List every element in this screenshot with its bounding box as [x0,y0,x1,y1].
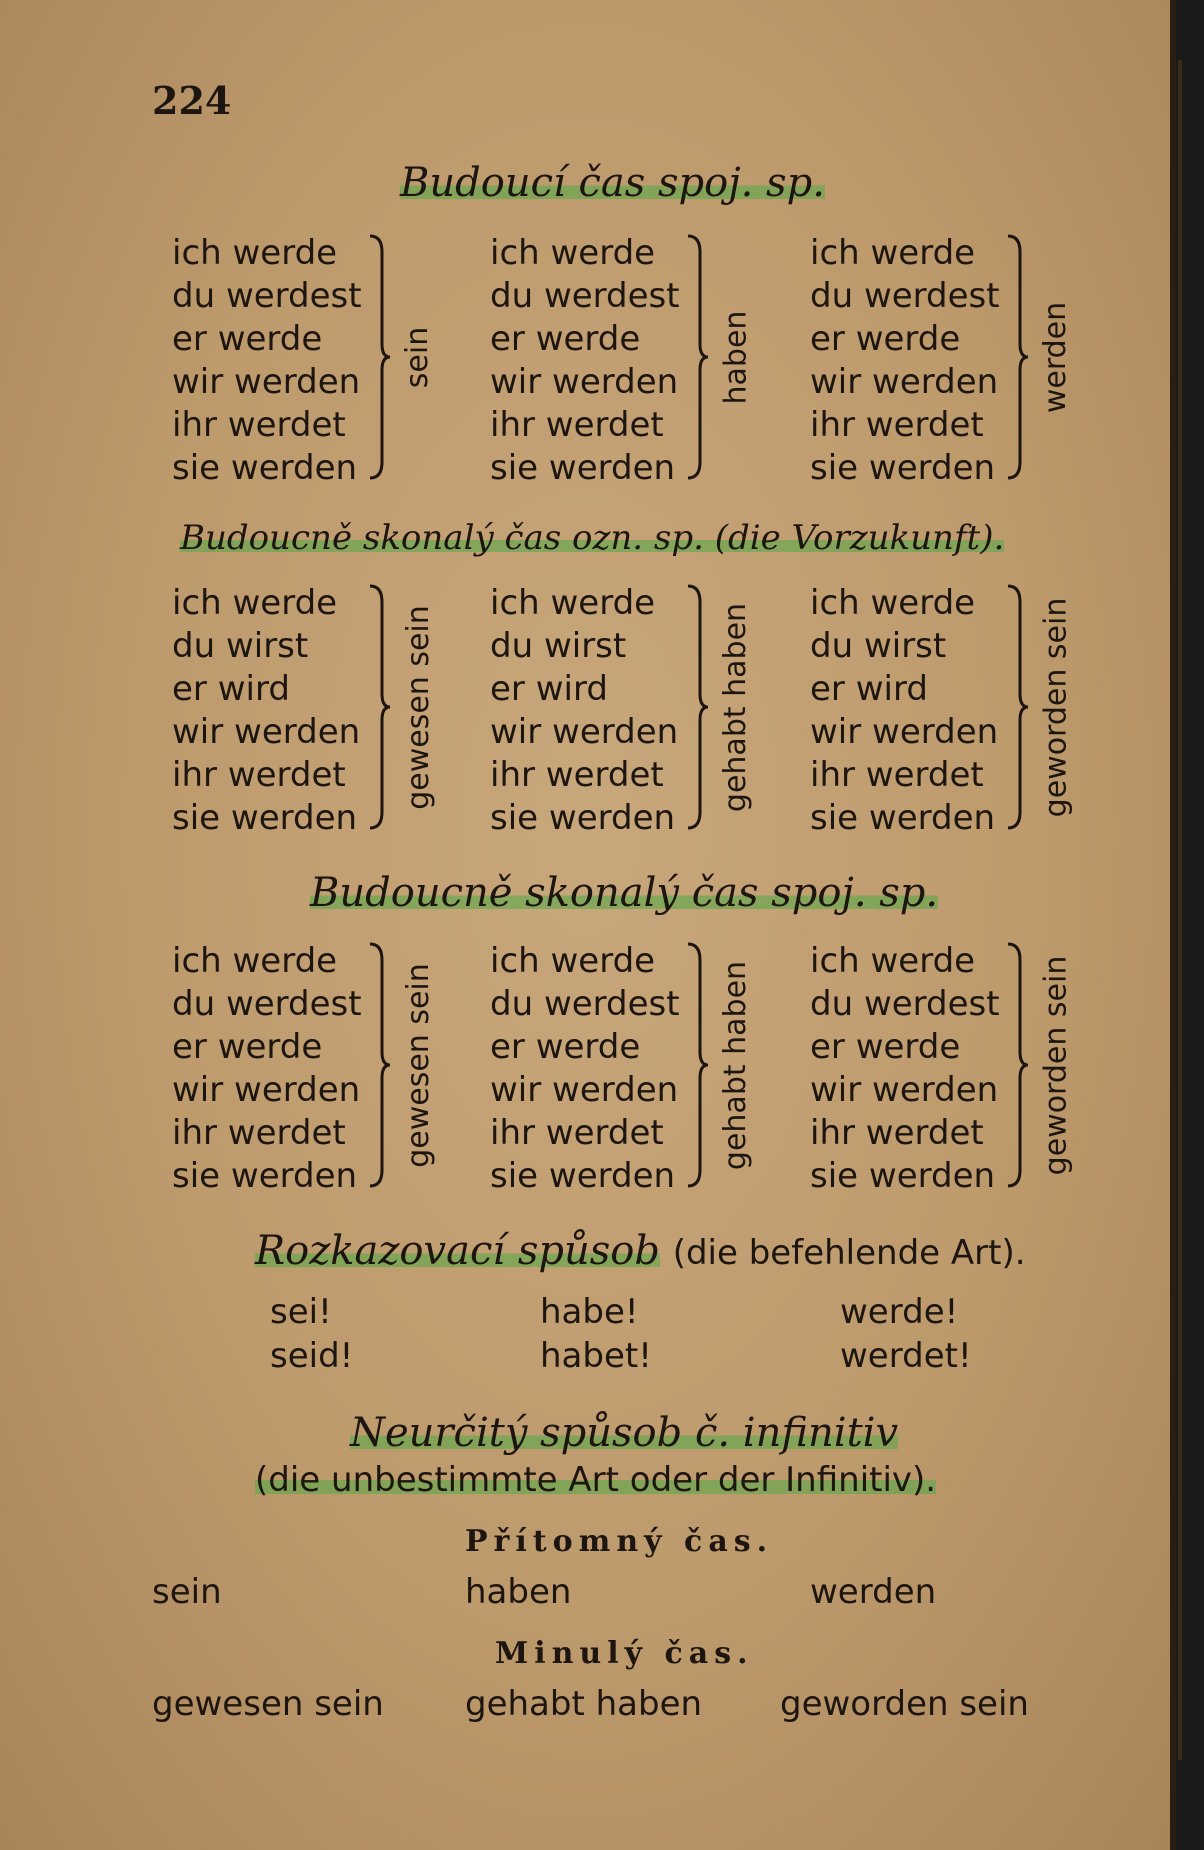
conjugation-line: sie werden [490,798,676,838]
auxiliary-label-text: haben [718,310,754,404]
conjugation-line: du wirst [490,626,627,666]
conjugation-lines [810,232,1000,490]
conjugation-line: er werde [490,319,641,359]
conjugation-line: er wird [172,669,290,709]
conjugation-line: ich werde [172,941,338,981]
conjugation-line: ihr werdet [810,1113,984,1153]
conjugation-line: wir werden [490,1070,679,1110]
infinitive-heading: Neurčitý spůsob č. infinitiv [350,1410,899,1456]
past-infinitive-2: gehabt haben [465,1684,703,1724]
conjugation-line: wir werden [172,362,361,402]
conjugation-line: du werdest [810,984,1000,1024]
conjugation-line: wir werden [490,362,679,402]
conjugation-line: er werde [172,319,323,359]
conjugation-line: er werde [172,1027,323,1067]
auxiliary-label [716,940,756,1190]
conjugation-line: du werdest [490,276,680,316]
conjugation-lines [490,582,678,840]
conjugation-group [172,582,482,838]
conjugation-line: sie werden [172,798,358,838]
section-heading-future-perfect-indicative: Budoucně skonalý čas ozn. sp. (die Vorzukunft). [180,518,1005,558]
conjugation-line: sie werden [810,798,996,838]
present-infinitive-1: sein [152,1572,222,1612]
conjugation-line: du wirst [810,626,947,666]
auxiliary-label [716,232,756,482]
auxiliary-label-text: gewesen sein [400,962,436,1168]
present-tense-label: Přítomný čas. [465,1524,774,1559]
conjugation-line: sie werden [172,1156,358,1196]
conjugation-line: ihr werdet [490,1113,664,1153]
auxiliary-label [1036,940,1076,1190]
conjugation-line: ich werde [172,233,338,273]
imperative-pl-2: habet! [540,1336,652,1376]
brace-icon [686,582,710,832]
conjugation-lines [172,582,360,840]
conjugation-line: du werdest [172,276,362,316]
conjugation-lines [490,232,680,490]
brace-icon [686,940,710,1190]
conjugation-line: sie werden [490,448,676,488]
section-heading-future-perfect-subjunctive: Budoucně skonalý čas spoj. sp. [310,870,939,916]
conjugation-line: er wird [490,669,608,709]
auxiliary-label [398,582,438,832]
conjugation-lines [810,582,998,840]
conjugation-line: ihr werdet [810,405,984,445]
imperative-pl-3: werdet! [840,1336,972,1376]
imperative-sg-2: habe! [540,1292,639,1332]
conjugation-line: wir werden [490,712,679,752]
conjugation-line: ihr werdet [172,755,346,795]
conjugation-line: du werdest [490,984,680,1024]
auxiliary-label-text: gehabt haben [718,960,754,1170]
brace-icon [686,232,710,482]
conjugation-group [810,940,1120,1196]
conjugation-lines [490,940,680,1198]
brace-icon [368,232,392,482]
brace-icon [368,582,392,832]
conjugation-line: sie werden [810,448,996,488]
auxiliary-label-text: gewesen sein [400,604,436,810]
conjugation-line: ihr werdet [172,405,346,445]
present-infinitive-2: haben [465,1572,572,1612]
conjugation-line: er werde [810,1027,961,1067]
imperative-heading: Rozkazovací spůsob (die befehlende Art). [255,1228,1026,1274]
conjugation-line: ich werde [490,941,656,981]
conjugation-line: du wirst [172,626,309,666]
conjugation-line: ihr werdet [810,755,984,795]
conjugation-line: ich werde [172,583,338,623]
auxiliary-label-text: geworden sein [1038,955,1074,1175]
imperative-sg-1: sei! [270,1292,332,1332]
conjugation-group [490,940,800,1196]
auxiliary-label-text: gehabt haben [718,602,754,812]
conjugation-line: du werdest [172,984,362,1024]
page-number: 224 [152,78,232,123]
section-heading-future-subjunctive: Budoucí čas spoj. sp. [400,160,825,206]
conjugation-group [490,582,800,838]
auxiliary-label [1036,582,1076,832]
auxiliary-label-text: sein [400,326,436,388]
conjugation-line: ich werde [810,583,976,623]
conjugation-line: sie werden [172,448,358,488]
brace-icon [1006,940,1030,1190]
conjugation-line: du werdest [810,276,1000,316]
conjugation-line: sie werden [810,1156,996,1196]
conjugation-line: wir werden [810,1070,999,1110]
infinitive-subheading: (die unbestimmte Art oder der Infinitiv). [255,1460,937,1500]
conjugation-line: er wird [810,669,928,709]
brace-icon [368,940,392,1190]
conjugation-group [490,232,800,488]
auxiliary-label-text: werden [1038,301,1074,413]
auxiliary-label-text: geworden sein [1038,597,1074,817]
conjugation-line: ich werde [490,583,656,623]
conjugation-group [810,582,1120,838]
page-edge [1178,60,1182,1760]
conjugation-line: ich werde [490,233,656,273]
imperative-pl-1: seid! [270,1336,354,1376]
auxiliary-label [398,232,438,482]
present-infinitive-3: werden [810,1572,937,1612]
imperative-sg-3: werde! [840,1292,959,1332]
brace-icon [1006,232,1030,482]
conjugation-line: wir werden [810,712,999,752]
conjugation-line: ihr werdet [490,755,664,795]
auxiliary-label [716,582,756,832]
conjugation-line: wir werden [810,362,999,402]
conjugation-group [172,940,482,1196]
conjugation-lines [810,940,1000,1198]
conjugation-line: ihr werdet [172,1113,346,1153]
conjugation-line: er werde [490,1027,641,1067]
past-infinitive-1: gewesen sein [152,1684,384,1724]
conjugation-line: sie werden [490,1156,676,1196]
conjugation-line: ich werde [810,941,976,981]
conjugation-line: ihr werdet [490,405,664,445]
past-infinitive-3: geworden sein [780,1684,1029,1724]
conjugation-line: wir werden [172,712,361,752]
auxiliary-label [1036,232,1076,482]
conjugation-line: er werde [810,319,961,359]
conjugation-group [810,232,1120,488]
conjugation-group [172,232,482,488]
auxiliary-label [398,940,438,1190]
conjugation-line: ich werde [810,233,976,273]
conjugation-line: wir werden [172,1070,361,1110]
conjugation-lines [172,940,362,1198]
conjugation-lines [172,232,362,490]
brace-icon [1006,582,1030,832]
past-tense-label: Minulý čas. [495,1636,754,1671]
